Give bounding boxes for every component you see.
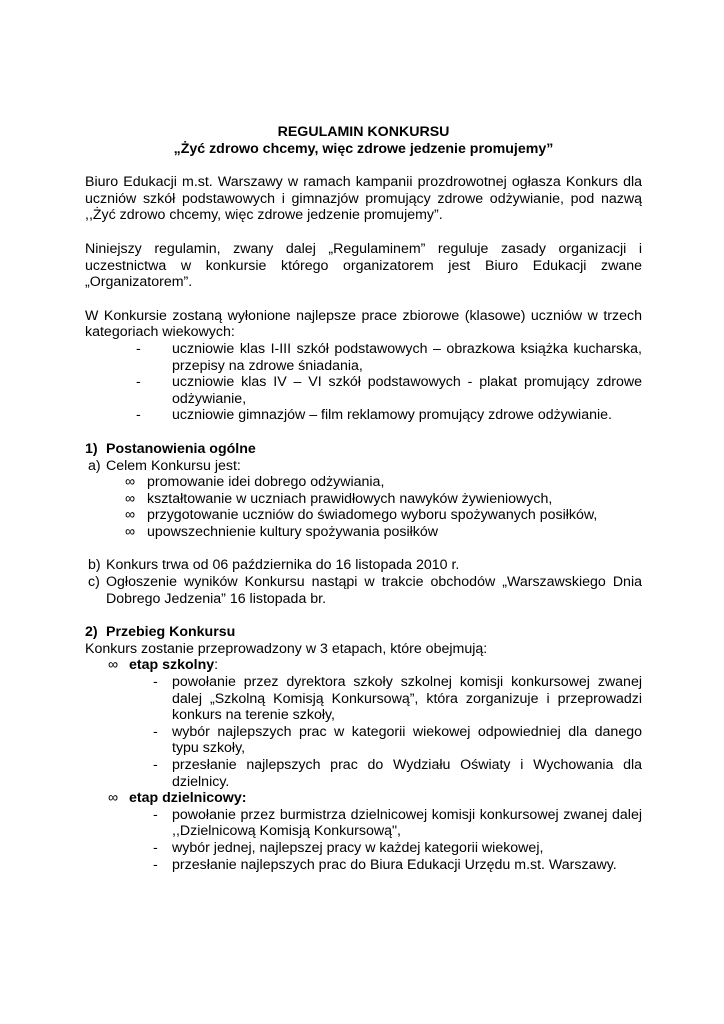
intro-paragraph-1: Biuro Edukacji m.st. Warszawy w ramach kampanii prozdrowotnej ogłasza Konkurs dla uczniów szkół podstawowych i gimnazjów promujący zdrowe odżywianie, pod nazwą ,,Żyć zdrowo chcemy, więc zdrowe jedzenie promujemy”. (85, 174, 642, 224)
item-letter: b) (88, 557, 101, 574)
document-title: REGULAMIN KONKURSU (277, 124, 450, 140)
section-2-heading (85, 624, 642, 641)
intro-paragraph-3: W Konkursie zostaną wyłonione najlepsze prace zbiorowe (klasowe) uczniów w trzech kategoriach wiekowych: (85, 307, 642, 341)
dash-marker: - (153, 856, 158, 873)
category-item (85, 374, 642, 407)
section-title: Przebieg Konkursu (106, 624, 236, 641)
goal-text: przygotowanie uczniów do świadomego wyboru spożywanych posiłków, (147, 507, 598, 524)
stage-item-text: wybór jednej, najlepszej pracy w każdej kategorii wiekowej, (172, 839, 544, 856)
stage-item-text: przesłanie najlepszych prac do Wydziału Oświaty i Wychowania dla dzielnicy. (172, 757, 642, 790)
section-1-item-a (85, 458, 642, 475)
document-body (85, 124, 642, 873)
dash-marker: - (136, 340, 141, 357)
dash-marker: - (153, 723, 158, 740)
dash-marker: - (153, 674, 158, 691)
infinity-bullet-icon: ∞ (125, 523, 136, 540)
stage-item-text: powołanie przez burmistrza dzielnicowej komisji konkursowej zwanej dalej ,,Dzielnicową Komisją Konkursową", (172, 806, 642, 840)
stage-item-text: wybór najlepszych prac w kategorii wiekowej odpowiedniej dla danego typu szkoły, (172, 723, 642, 757)
dash-marker: - (153, 757, 158, 773)
stage-district-item (85, 807, 642, 840)
item-text: Celem Konkursu jest: (106, 457, 241, 474)
category-text: uczniowie gimnazjów – film reklamowy promujący zdrowe odżywianie. (172, 407, 612, 424)
goal-item (85, 524, 642, 541)
category-item (85, 407, 642, 424)
dash-marker: - (153, 839, 158, 856)
section-number: 1) (85, 440, 98, 457)
intro-paragraph-2: Niniejszy regulamin, zwany dalej „Regulaminem” reguluje zasady organizacji i uczestnictwa w konkursie którego organizatorem jest Biuro Edukacji zwane „Organizatorem”. (85, 240, 642, 291)
item-letter: a) (88, 457, 101, 474)
goal-text: kształtowanie w uczniach prawidłowych nawyków żywieniowych, (147, 490, 553, 507)
section-1-item-c (85, 574, 642, 607)
item-text: Konkurs trwa od 06 października do 16 listopada 2010 r. (106, 557, 460, 574)
category-item (85, 341, 642, 374)
stage-school-item (85, 674, 642, 724)
infinity-bullet-icon: ∞ (125, 474, 136, 491)
infinity-bullet-icon: ∞ (108, 657, 119, 674)
stage-school-item (85, 724, 642, 757)
stage-item-text: powołanie przez dyrektora szkoły szkolnej komisji konkursowej zwanej dalej „Szkolną Komisją Konkursową”, która zorganizuje i przeprowadzi konkurs na terenie szkoły, (172, 674, 642, 724)
goal-item (85, 491, 642, 508)
goal-text: upowszechnienie kultury spożywania posiłków (147, 523, 438, 540)
goal-item (85, 507, 642, 524)
stage-district-item (85, 840, 642, 857)
category-text: uczniowie klas IV – VI szkół podstawowych - plakat promujący zdrowe odżywianie, (172, 374, 642, 407)
section-2-intro: Konkurs zostanie przeprowadzony w 3 etapach, które obejmują: (85, 640, 488, 657)
item-text: Ogłoszenie wyników Konkursu nastąpi w trakcie obchodów „Warszawskiego Dnia Dobrego Jedzenia” 16 listopada br. (106, 574, 642, 607)
document-subtitle: „Żyć zdrowo chcemy, więc zdrowe jedzenie promujemy” (173, 140, 554, 157)
section-1-heading (85, 441, 642, 458)
goal-text: promowanie idei dobrego odżywiania, (147, 474, 385, 491)
dash-marker: - (153, 806, 158, 823)
stage-school-item (85, 757, 642, 790)
stage-district-item (85, 857, 642, 874)
dash-marker: - (136, 374, 141, 391)
stage-district (85, 790, 642, 807)
stage-title-colon: : (214, 657, 219, 674)
section-number: 2) (85, 624, 98, 641)
stage-school (85, 657, 642, 674)
category-text: uczniowie klas I-III szkół podstawowych – obrazkowa książka kucharska, przepisy na zdrowe śniadania, (172, 340, 642, 374)
section-title: Postanowienia ogólne (106, 440, 256, 457)
goal-item (85, 474, 642, 491)
item-letter: c) (88, 574, 100, 591)
dash-marker: - (136, 407, 141, 424)
stage-title: etap dzielnicowy: (129, 790, 247, 807)
stage-item-text: przesłanie najlepszych prac do Biura Edukacji Urzędu m.st. Warszawy. (172, 856, 617, 873)
section-1-item-b (85, 557, 642, 574)
infinity-bullet-icon: ∞ (125, 507, 136, 524)
infinity-bullet-icon: ∞ (108, 790, 119, 807)
stage-title: etap szkolny (129, 657, 215, 674)
infinity-bullet-icon: ∞ (125, 490, 136, 507)
